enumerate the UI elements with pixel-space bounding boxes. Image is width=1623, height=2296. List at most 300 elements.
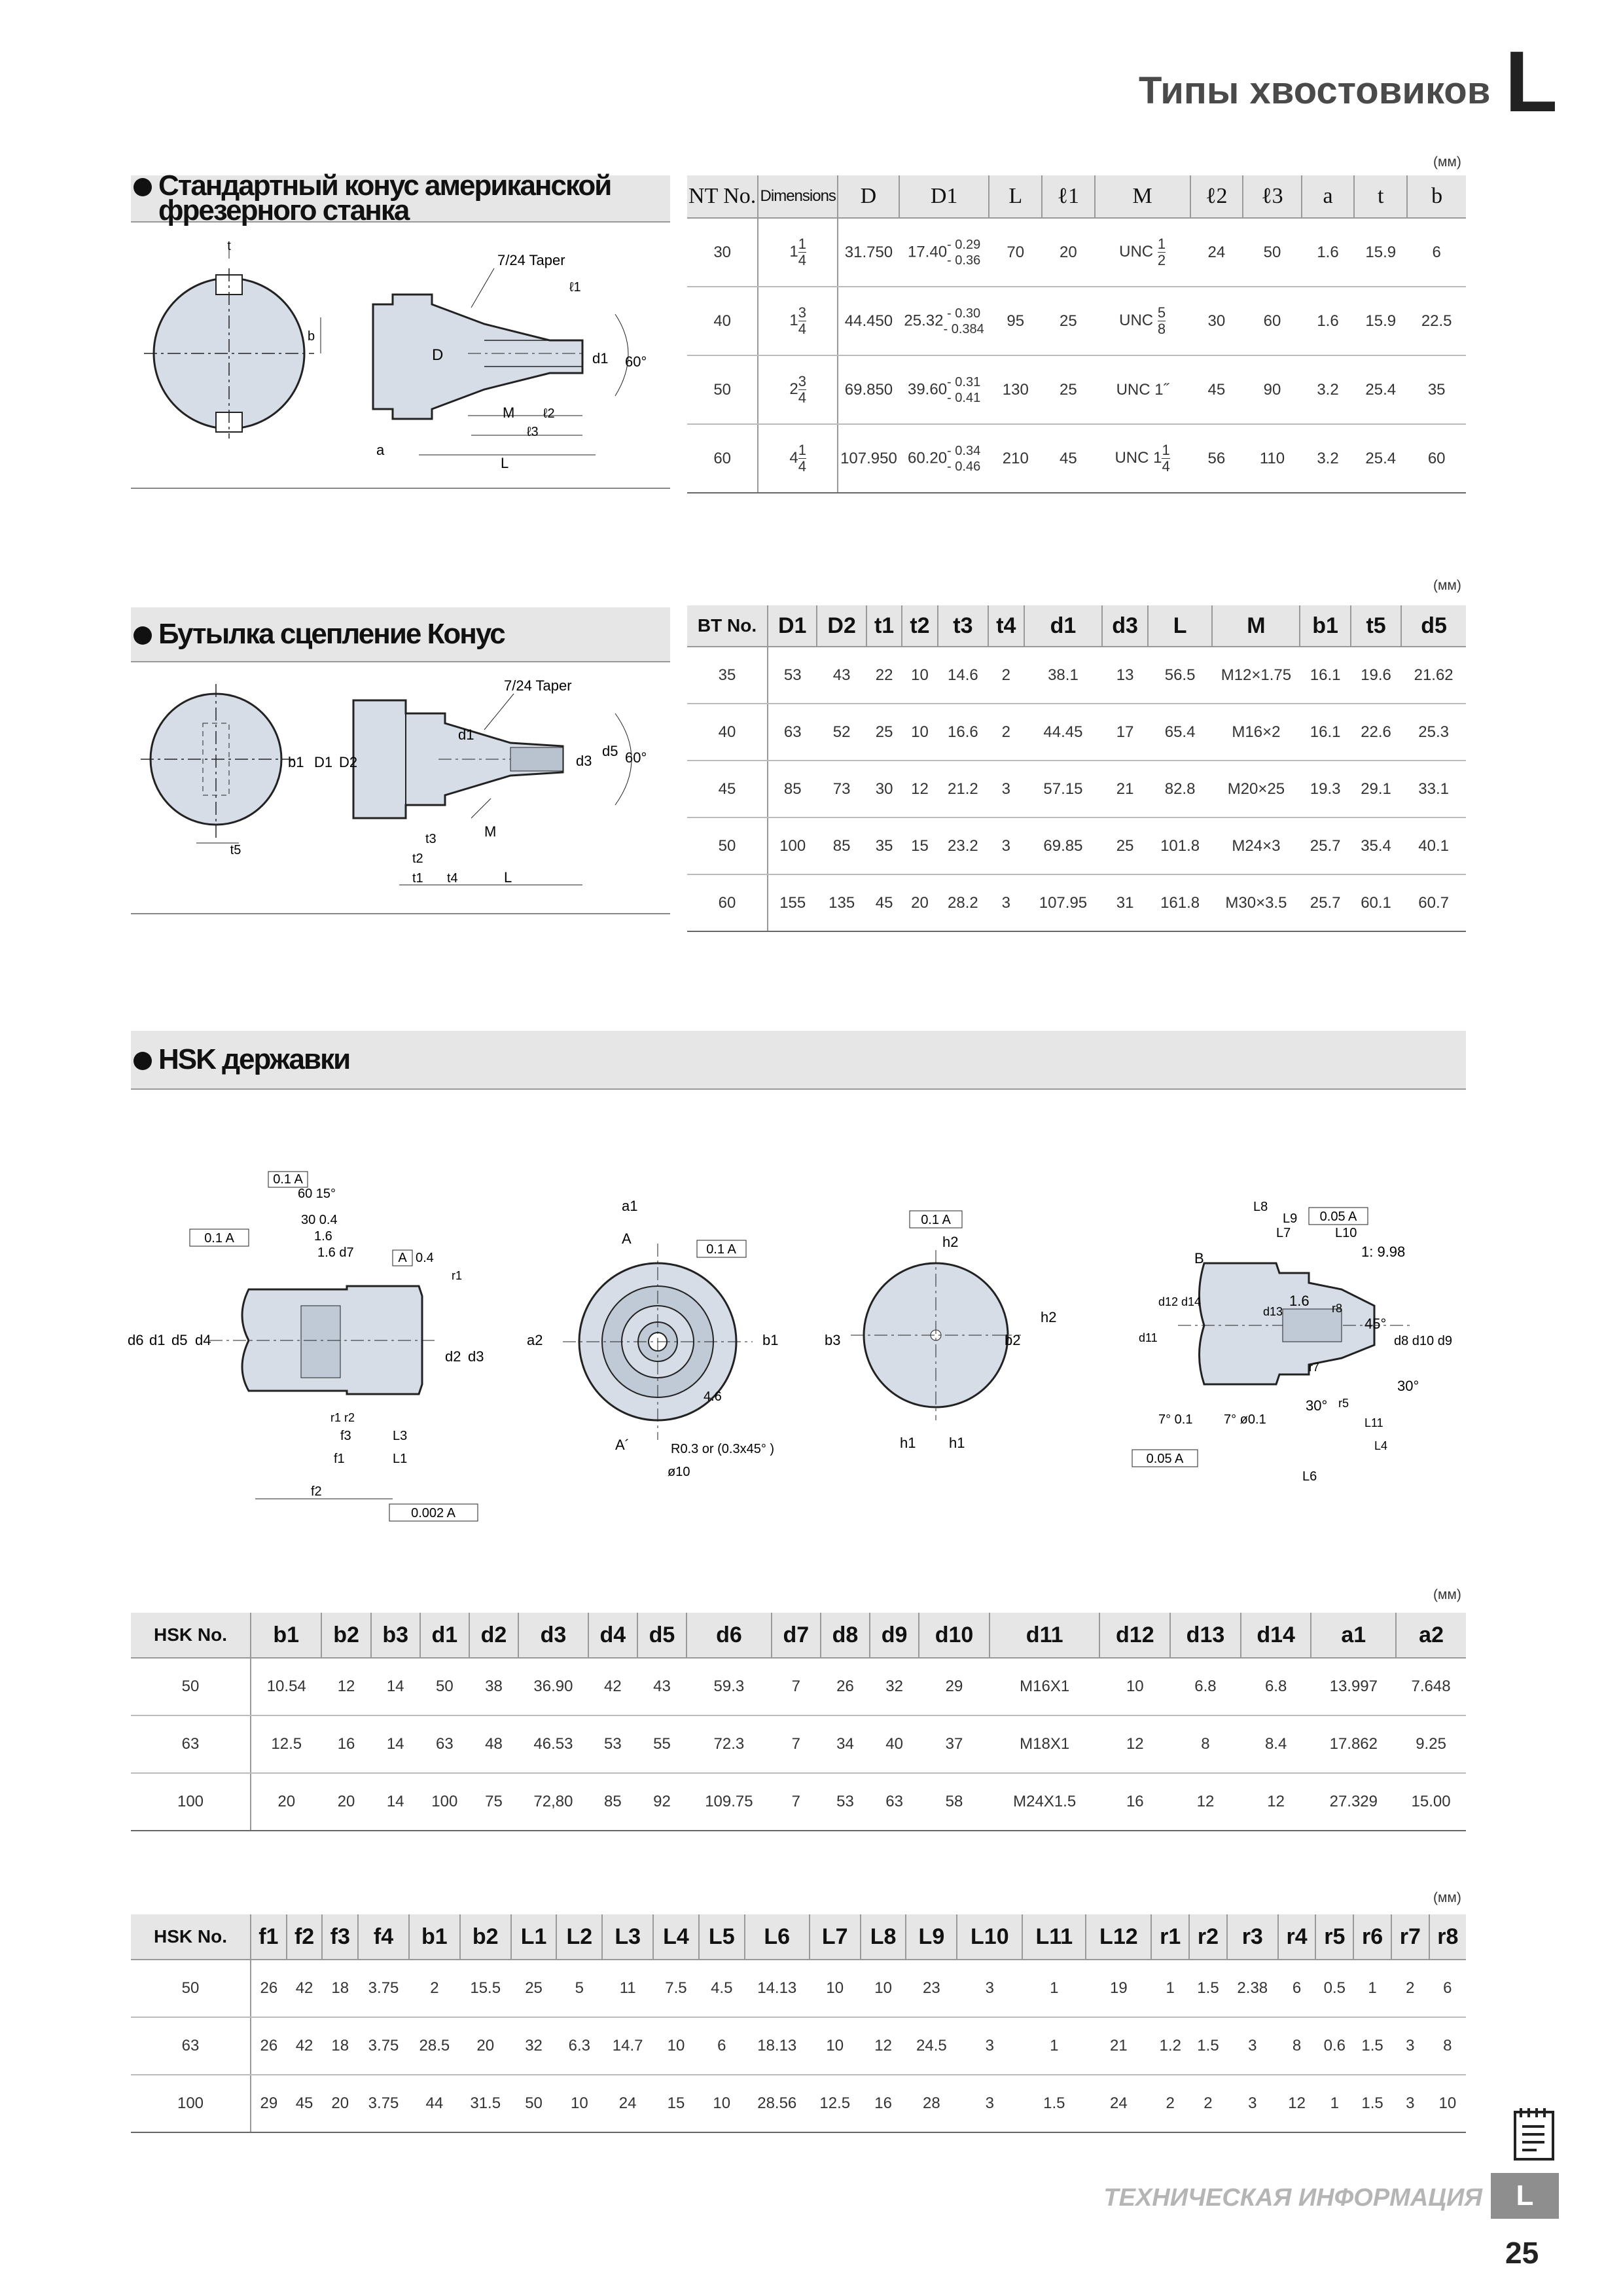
nt-cell: 45 xyxy=(1042,424,1094,493)
hsk-section-header xyxy=(131,1031,1466,1090)
column-header: d4 xyxy=(588,1613,637,1658)
svg-text:D2: D2 xyxy=(339,754,358,770)
table-cell: 14.7 xyxy=(602,2017,653,2075)
column-header: d2 xyxy=(469,1613,518,1658)
section-letter: L xyxy=(1505,33,1558,130)
svg-text:D1: D1 xyxy=(314,754,333,770)
table-cell: 20 xyxy=(322,2075,358,2132)
nt-cell: UNC $\frac{1}{2}$ xyxy=(1095,218,1190,287)
notebook-icon xyxy=(1512,2104,1558,2163)
table-cell: 29 xyxy=(919,1658,990,1715)
table-cell: 50 xyxy=(420,1658,469,1715)
table-cell: M24×3 xyxy=(1212,817,1300,874)
table-row xyxy=(687,424,1466,493)
nt-cell: 60.20 - 0.34 - 0.46 xyxy=(899,424,990,493)
table-cell: 3 xyxy=(1227,2075,1278,2132)
column-header: f3 xyxy=(322,1914,358,1960)
table-cell: 2.38 xyxy=(1227,1960,1278,2017)
nt-cell: 130 xyxy=(989,355,1042,424)
table-cell: 65.4 xyxy=(1148,704,1213,761)
svg-text:t2: t2 xyxy=(412,852,423,866)
column-header: b1 xyxy=(251,1613,321,1658)
table-cell: 7.5 xyxy=(653,1960,699,2017)
table-row xyxy=(687,761,1466,817)
bt-shank-drawing xyxy=(131,674,670,910)
nt-cell: 39.60 - 0.31 - 0.41 xyxy=(899,355,990,424)
svg-text:A´: A´ xyxy=(615,1437,630,1453)
bt-col-header: BT No. xyxy=(687,605,768,647)
table-cell: 28.2 xyxy=(938,874,988,931)
table-cell: 100 xyxy=(768,817,817,874)
nt-cell: 1.6 xyxy=(1302,218,1354,287)
nt-cell: 1.6 xyxy=(1302,287,1354,355)
table-cell: 26 xyxy=(251,1960,287,2017)
column-header: r4 xyxy=(1278,1914,1316,1960)
table-cell: 1.5 xyxy=(1189,1960,1227,2017)
table-cell: 1.5 xyxy=(1353,2075,1391,2132)
svg-text:L9: L9 xyxy=(1283,1211,1298,1226)
svg-text:0.1 A: 0.1 A xyxy=(273,1172,303,1187)
table-cell: 28 xyxy=(906,2075,957,2132)
table-cell: 6.8 xyxy=(1170,1658,1241,1715)
nt-cell: 22.5 xyxy=(1407,287,1466,355)
table-cell: 7 xyxy=(772,1658,821,1715)
table-cell: 155 xyxy=(768,874,817,931)
svg-text:a2: a2 xyxy=(527,1332,543,1348)
table-cell: 7.648 xyxy=(1396,1658,1466,1715)
nt-col-header: Dimensions xyxy=(758,175,838,218)
nt-cell: 40 xyxy=(687,287,758,355)
nt-cell: UNC 1˝ xyxy=(1095,355,1190,424)
table-cell: 29.1 xyxy=(1351,761,1401,817)
svg-text:ℓ3: ℓ3 xyxy=(527,425,539,439)
nt-cell: 25 xyxy=(1042,355,1094,424)
svg-text:L1: L1 xyxy=(393,1452,408,1466)
column-header: b3 xyxy=(371,1613,420,1658)
hsk-side-drawing xyxy=(128,1158,510,1525)
svg-text:r7: r7 xyxy=(1309,1361,1320,1374)
table-cell: 1 xyxy=(1353,1960,1391,2017)
svg-text:0.1 A: 0.1 A xyxy=(204,1231,234,1246)
table-cell: 10 xyxy=(861,1960,906,2017)
table-cell: 21 xyxy=(1086,2017,1151,2075)
column-header: L4 xyxy=(653,1914,699,1960)
bt-col-header: t4 xyxy=(988,605,1024,647)
bt-col-header: D2 xyxy=(817,605,866,647)
table-cell: 12.5 xyxy=(251,1715,321,1773)
svg-text:45°: 45° xyxy=(1364,1316,1387,1332)
table-cell: 50 xyxy=(131,1960,251,2017)
table-cell: 25.7 xyxy=(1300,817,1350,874)
table-cell: 13.997 xyxy=(1311,1658,1396,1715)
nt-dimension-cell: 1 $\frac{1}{4}$ xyxy=(758,218,838,287)
table-cell: 72,80 xyxy=(518,1773,588,1831)
svg-text:r8: r8 xyxy=(1332,1302,1343,1315)
table-cell: 1 xyxy=(1022,1960,1086,2017)
table-row xyxy=(131,1658,1466,1715)
footer-label: ТЕХНИЧЕСКАЯ ИНФОРМАЦИЯ xyxy=(1103,2184,1482,2212)
table-cell: 12 xyxy=(861,2017,906,2075)
table-cell: 38.1 xyxy=(1024,647,1103,704)
svg-text:ℓ1: ℓ1 xyxy=(569,280,581,295)
svg-text:d5: d5 xyxy=(602,743,618,759)
table-cell: 19 xyxy=(1086,1960,1151,2017)
table-cell: 1.5 xyxy=(1022,2075,1086,2132)
table-cell: 7 xyxy=(772,1773,821,1831)
bt-col-header: t2 xyxy=(902,605,937,647)
svg-text:r1: r1 xyxy=(452,1269,463,1282)
table-cell: 3.75 xyxy=(358,2075,409,2132)
table-cell: 10 xyxy=(699,2075,745,2132)
table-cell: 10 xyxy=(1429,2075,1466,2132)
svg-text:30°: 30° xyxy=(1306,1397,1328,1414)
table-cell: 6 xyxy=(1278,1960,1316,2017)
table-cell: 33.1 xyxy=(1401,761,1466,817)
nt-cell: 70 xyxy=(989,218,1042,287)
table-cell: 18.13 xyxy=(745,2017,810,2075)
table-cell: 0.6 xyxy=(1315,2017,1353,2075)
column-header: r3 xyxy=(1227,1914,1278,1960)
nt-dimension-cell: 2 $\frac{3}{4}$ xyxy=(758,355,838,424)
table-cell: 14 xyxy=(371,1773,420,1831)
table-cell: 19.3 xyxy=(1300,761,1350,817)
column-header: HSK No. xyxy=(131,1914,251,1960)
table-cell: 21 xyxy=(1102,761,1147,817)
table-cell: 20 xyxy=(902,874,937,931)
hsk-unit-1: (мм) xyxy=(1433,1587,1461,1602)
table-cell: 28.56 xyxy=(745,2075,810,2132)
column-header: d10 xyxy=(919,1613,990,1658)
table-cell: 32 xyxy=(511,2017,557,2075)
svg-text:r5: r5 xyxy=(1338,1397,1349,1410)
table-cell: M24X1.5 xyxy=(990,1773,1100,1831)
table-cell: 6.8 xyxy=(1241,1658,1311,1715)
nt-cell: 24 xyxy=(1190,218,1243,287)
table-cell: M16×2 xyxy=(1212,704,1300,761)
nt-cell: 60 xyxy=(1407,424,1466,493)
bt-col-header: d5 xyxy=(1401,605,1466,647)
svg-text:L6: L6 xyxy=(1302,1469,1317,1484)
svg-text:d1: d1 xyxy=(458,726,474,743)
table-row xyxy=(131,1715,1466,1773)
table-cell: 100 xyxy=(131,1773,251,1831)
bt-unit: (мм) xyxy=(1433,578,1461,593)
table-cell: 45 xyxy=(287,2075,323,2132)
svg-text:D: D xyxy=(432,346,444,364)
svg-text:d11: d11 xyxy=(1139,1331,1158,1344)
table-cell: 10.54 xyxy=(251,1658,321,1715)
svg-text:t3: t3 xyxy=(425,832,437,846)
bullet-icon xyxy=(134,626,152,645)
svg-text:7° ø0.1: 7° ø0.1 xyxy=(1224,1412,1266,1427)
bt-col-header: L xyxy=(1148,605,1213,647)
column-header: f2 xyxy=(287,1914,323,1960)
table-cell: 48 xyxy=(469,1715,518,1773)
table-cell: 63 xyxy=(768,704,817,761)
column-header: d12 xyxy=(1099,1613,1170,1658)
table-cell: 73 xyxy=(817,761,866,817)
nt-dimension-cell: 4 $\frac{1}{4}$ xyxy=(758,424,838,493)
svg-text:h2: h2 xyxy=(1041,1309,1057,1325)
column-header: L11 xyxy=(1022,1914,1086,1960)
hsk-unit-2: (мм) xyxy=(1433,1890,1461,1905)
table-cell: 37 xyxy=(919,1715,990,1773)
table-cell: 1.5 xyxy=(1353,2017,1391,2075)
column-header: d11 xyxy=(990,1613,1100,1658)
nt-cell: 35 xyxy=(1407,355,1466,424)
table-cell: 1.5 xyxy=(1189,2017,1227,2075)
column-header: L7 xyxy=(810,1914,861,1960)
bt-col-header: t5 xyxy=(1351,605,1401,647)
table-row xyxy=(131,2075,1466,2132)
table-row xyxy=(131,1960,1466,2017)
column-header: b2 xyxy=(321,1613,370,1658)
table-cell: 35.4 xyxy=(1351,817,1401,874)
table-cell: 17 xyxy=(1102,704,1147,761)
column-header: d9 xyxy=(870,1613,919,1658)
svg-text:0.05 A: 0.05 A xyxy=(1146,1452,1184,1466)
nt-col-header: t xyxy=(1354,175,1407,218)
svg-text:0.1 A: 0.1 A xyxy=(921,1213,951,1227)
bt-col-header: M xyxy=(1212,605,1300,647)
nt-cell: 50 xyxy=(1243,218,1302,287)
table-cell: 10 xyxy=(810,2017,861,2075)
table-row xyxy=(687,874,1466,931)
nt-cell: 44.450 xyxy=(838,287,899,355)
table-cell: 26 xyxy=(821,1658,870,1715)
table-cell: 45 xyxy=(687,761,768,817)
column-header: L3 xyxy=(602,1914,653,1960)
svg-text:60°: 60° xyxy=(625,353,647,370)
table-cell: 35 xyxy=(687,647,768,704)
table-cell: 21.2 xyxy=(938,761,988,817)
column-header: L2 xyxy=(556,1914,602,1960)
nt-col-header: M xyxy=(1095,175,1190,218)
table-cell: 12 xyxy=(321,1658,370,1715)
table-cell: 20 xyxy=(321,1773,370,1831)
table-cell: 1 xyxy=(1315,2075,1353,2132)
bt-col-header: t3 xyxy=(938,605,988,647)
svg-text:L3: L3 xyxy=(393,1429,408,1443)
table-cell: 3.75 xyxy=(358,2017,409,2075)
table-cell: 44.45 xyxy=(1024,704,1103,761)
table-cell: 40 xyxy=(687,704,768,761)
nt-cell: 17.40 - 0.29 - 0.36 xyxy=(899,218,990,287)
column-header: a2 xyxy=(1396,1613,1466,1658)
nt-cell: 25.4 xyxy=(1354,355,1407,424)
svg-text:7/24 Taper: 7/24 Taper xyxy=(504,677,572,694)
table-cell: 3 xyxy=(957,1960,1022,2017)
table-cell: 40.1 xyxy=(1401,817,1466,874)
hsk-table-1 xyxy=(131,1613,1466,1831)
column-header: b2 xyxy=(460,1914,511,1960)
table-cell: 7 xyxy=(772,1715,821,1773)
table-cell: 161.8 xyxy=(1148,874,1213,931)
table-cell: 59.3 xyxy=(687,1658,772,1715)
nt-cell: 15.9 xyxy=(1354,218,1407,287)
svg-text:B: B xyxy=(1194,1250,1204,1266)
table-row xyxy=(687,817,1466,874)
table-cell: 9.25 xyxy=(1396,1715,1466,1773)
svg-text:0.1 A: 0.1 A xyxy=(706,1242,736,1257)
table-cell: 1.2 xyxy=(1151,2017,1189,2075)
bullet-icon xyxy=(134,178,152,196)
table-cell: 26 xyxy=(251,2017,287,2075)
table-cell: 100 xyxy=(420,1773,469,1831)
nt-col-header: NT No. xyxy=(687,175,758,218)
table-cell: 60.7 xyxy=(1401,874,1466,931)
table-row xyxy=(687,355,1466,424)
svg-text:d6: d6 xyxy=(128,1332,144,1348)
table-cell: 3 xyxy=(988,817,1024,874)
table-cell: 109.75 xyxy=(687,1773,772,1831)
svg-text:d5: d5 xyxy=(171,1332,188,1348)
nt-unit: (мм) xyxy=(1433,154,1461,170)
table-cell: 21.62 xyxy=(1401,647,1466,704)
table-cell: M12×1.75 xyxy=(1212,647,1300,704)
table-cell: 10 xyxy=(556,2075,602,2132)
table-cell: 10 xyxy=(653,2017,699,2075)
svg-text:r1 r2: r1 r2 xyxy=(330,1411,355,1424)
nt-cell: 31.750 xyxy=(838,218,899,287)
svg-text:a: a xyxy=(376,442,385,458)
svg-text:30°: 30° xyxy=(1397,1378,1419,1394)
table-cell: 2 xyxy=(988,647,1024,704)
table-cell: 29 xyxy=(251,2075,287,2132)
bt-col-header: D1 xyxy=(768,605,817,647)
column-header: L9 xyxy=(906,1914,957,1960)
table-cell: 75 xyxy=(469,1773,518,1831)
table-cell: 57.15 xyxy=(1024,761,1103,817)
svg-text:M: M xyxy=(503,404,515,421)
table-cell: 63 xyxy=(131,2017,251,2075)
table-cell: 10 xyxy=(902,704,937,761)
table-cell: M16X1 xyxy=(990,1658,1100,1715)
table-cell: 24 xyxy=(602,2075,653,2132)
table-cell: 4.5 xyxy=(699,1960,745,2017)
svg-text:b3: b3 xyxy=(825,1332,841,1348)
nt-col-header: a xyxy=(1302,175,1354,218)
bt-col-header: d3 xyxy=(1102,605,1147,647)
table-row xyxy=(131,1773,1466,1831)
table-cell: 24.5 xyxy=(906,2017,957,2075)
nt-cell: 60 xyxy=(687,424,758,493)
svg-text:d4: d4 xyxy=(195,1332,211,1348)
table-cell: 58 xyxy=(919,1773,990,1831)
table-cell: 1 xyxy=(1151,1960,1189,2017)
svg-text:f3: f3 xyxy=(340,1429,351,1443)
table-row xyxy=(687,647,1466,704)
column-header: d13 xyxy=(1170,1613,1241,1658)
table-cell: 12 xyxy=(1241,1773,1311,1831)
svg-text:1.6: 1.6 xyxy=(314,1229,332,1244)
table-cell: 72.3 xyxy=(687,1715,772,1773)
svg-text:60°: 60° xyxy=(625,749,647,766)
table-cell: 2 xyxy=(1391,1960,1429,2017)
svg-text:t4: t4 xyxy=(447,871,458,886)
table-cell: 8 xyxy=(1278,2017,1316,2075)
column-header: d14 xyxy=(1241,1613,1311,1658)
nt-title-line2: фрезерного станка xyxy=(158,194,409,226)
table-cell: 15.5 xyxy=(460,1960,511,2017)
svg-text:b2: b2 xyxy=(1005,1332,1021,1348)
table-cell: 60.1 xyxy=(1351,874,1401,931)
svg-text:7/24 Taper: 7/24 Taper xyxy=(497,252,565,268)
table-cell: 16.1 xyxy=(1300,704,1350,761)
table-cell: 27.329 xyxy=(1311,1773,1396,1831)
table-cell: 31.5 xyxy=(460,2075,511,2132)
svg-text:7° 0.1: 7° 0.1 xyxy=(1158,1412,1193,1427)
svg-text:A: A xyxy=(622,1230,632,1247)
nt-cell: 30 xyxy=(687,218,758,287)
nt-col-header: D xyxy=(838,175,899,218)
column-header: HSK No. xyxy=(131,1613,251,1658)
table-cell: 16 xyxy=(861,2075,906,2132)
table-row xyxy=(131,2017,1466,2075)
table-cell: 53 xyxy=(821,1773,870,1831)
svg-text:L: L xyxy=(504,869,512,886)
column-header: d5 xyxy=(637,1613,687,1658)
svg-text:d13: d13 xyxy=(1263,1305,1283,1318)
nt-dimension-cell: 1 $\frac{3}{4}$ xyxy=(758,287,838,355)
table-cell: 8 xyxy=(1429,2017,1466,2075)
nt-col-header: L xyxy=(989,175,1042,218)
nt-title-line1: Стандартный конус американской xyxy=(158,170,611,202)
nt-cell: 20 xyxy=(1042,218,1094,287)
column-header: L8 xyxy=(861,1914,906,1960)
table-cell: 31 xyxy=(1102,874,1147,931)
table-cell: 16 xyxy=(321,1715,370,1773)
nt-table xyxy=(687,175,1466,493)
column-header: L10 xyxy=(957,1914,1022,1960)
svg-text:f1: f1 xyxy=(334,1452,345,1466)
svg-text:ℓ2: ℓ2 xyxy=(543,406,555,421)
table-cell: 42 xyxy=(287,2017,323,2075)
table-cell: 25 xyxy=(1102,817,1147,874)
table-cell: 44 xyxy=(409,2075,460,2132)
svg-text:d8 d10 d9: d8 d10 d9 xyxy=(1394,1334,1452,1348)
table-cell: 2 xyxy=(988,704,1024,761)
table-cell: 6 xyxy=(1429,1960,1466,2017)
svg-text:1: 9.98: 1: 9.98 xyxy=(1361,1244,1406,1260)
table-cell: M18X1 xyxy=(990,1715,1100,1773)
svg-text:R0.3 or (0.3x45° ): R0.3 or (0.3x45° ) xyxy=(671,1442,775,1456)
nt-cell: 3.2 xyxy=(1302,424,1354,493)
svg-text:t: t xyxy=(227,239,231,253)
table-cell: 22 xyxy=(866,647,902,704)
table-cell: 36.90 xyxy=(518,1658,588,1715)
hsk-title: HSK державки xyxy=(158,1043,350,1075)
svg-text:1.6 d7: 1.6 d7 xyxy=(317,1246,354,1260)
page-number: 25 xyxy=(1505,2236,1539,2270)
svg-text:30 0.4: 30 0.4 xyxy=(301,1213,338,1227)
nt-col-header: ℓ2 xyxy=(1190,175,1243,218)
table-cell: 10 xyxy=(902,647,937,704)
table-cell: 12.5 xyxy=(810,2075,861,2132)
svg-text:d1: d1 xyxy=(149,1332,166,1348)
nt-cell: 25 xyxy=(1042,287,1094,355)
table-cell: 15 xyxy=(902,817,937,874)
nt-cell: 210 xyxy=(989,424,1042,493)
table-cell: 8.4 xyxy=(1241,1715,1311,1773)
column-header: L5 xyxy=(699,1914,745,1960)
table-cell: 6 xyxy=(699,2017,745,2075)
table-cell: 24 xyxy=(1086,2075,1151,2132)
nt-divider xyxy=(131,488,670,489)
nt-col-header: ℓ3 xyxy=(1243,175,1302,218)
bullet-icon xyxy=(134,1052,152,1070)
column-header: r8 xyxy=(1429,1914,1466,1960)
